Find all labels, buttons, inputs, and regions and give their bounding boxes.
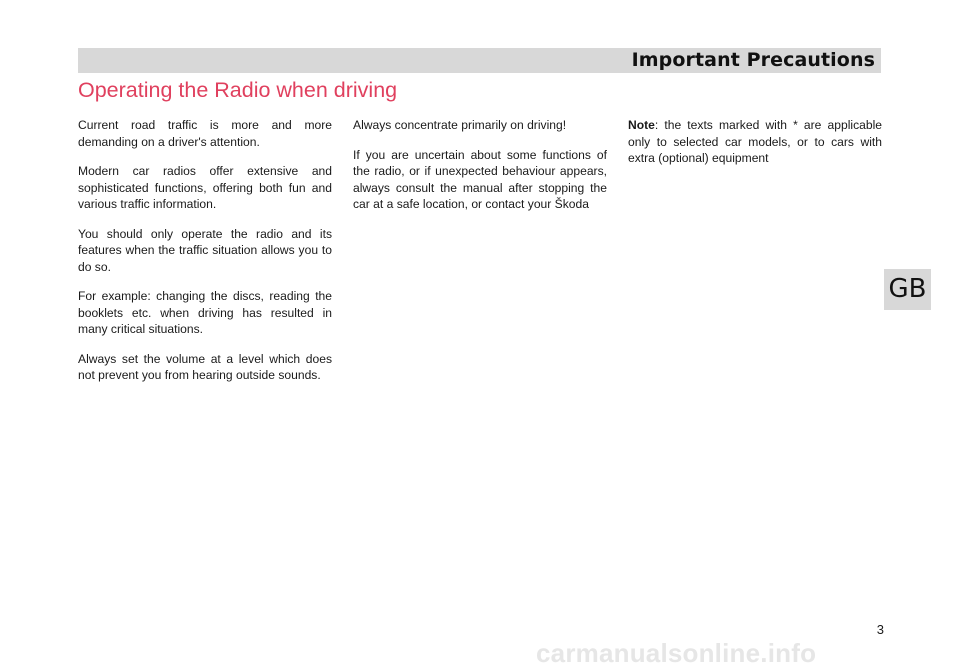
- paragraph: If you are uncertain about some functions of the radio, or if unexpected behaviour appears, always consult the manual after stopping the car at a safe location, or contact your Škoda: [353, 147, 607, 211]
- paragraph: Always concentrate primarily on driving!: [353, 118, 567, 132]
- page-header-title: Important Precautions: [631, 49, 875, 71]
- paragraph: You should only operate the radio and its features when the traffic situation allows you to do so.: [78, 226, 332, 274]
- text-column-2: [353, 117, 607, 226]
- text-column-1: [78, 117, 332, 397]
- paragraph: Modern car radios offer extensive and sophisticated functions, offering both fun and various traffic information.: [78, 164, 332, 211]
- note-paragraph: [628, 117, 882, 167]
- page-number: 3: [876, 622, 884, 637]
- paragraph: Current road traffic is more and more demanding on a driver's attention.: [78, 118, 332, 149]
- paragraph: Always set the volume at a level which does not prevent you from hearing outside sounds.: [78, 351, 332, 382]
- note-text: : the texts marked with * are applicable only to selected car models, or to cars with extra (optional) equipment: [628, 118, 882, 165]
- language-tab: GB: [884, 269, 931, 310]
- paragraph: For example: changing the discs, reading the booklets etc. when driving has resulted in many critical situations.: [78, 289, 332, 336]
- section-title: Operating the Radio when driving: [78, 78, 398, 102]
- watermark: carmanualsonline.info: [536, 638, 817, 668]
- header-bar: [78, 48, 881, 73]
- text-column-3: [628, 117, 882, 180]
- note-label: Note: [628, 118, 655, 132]
